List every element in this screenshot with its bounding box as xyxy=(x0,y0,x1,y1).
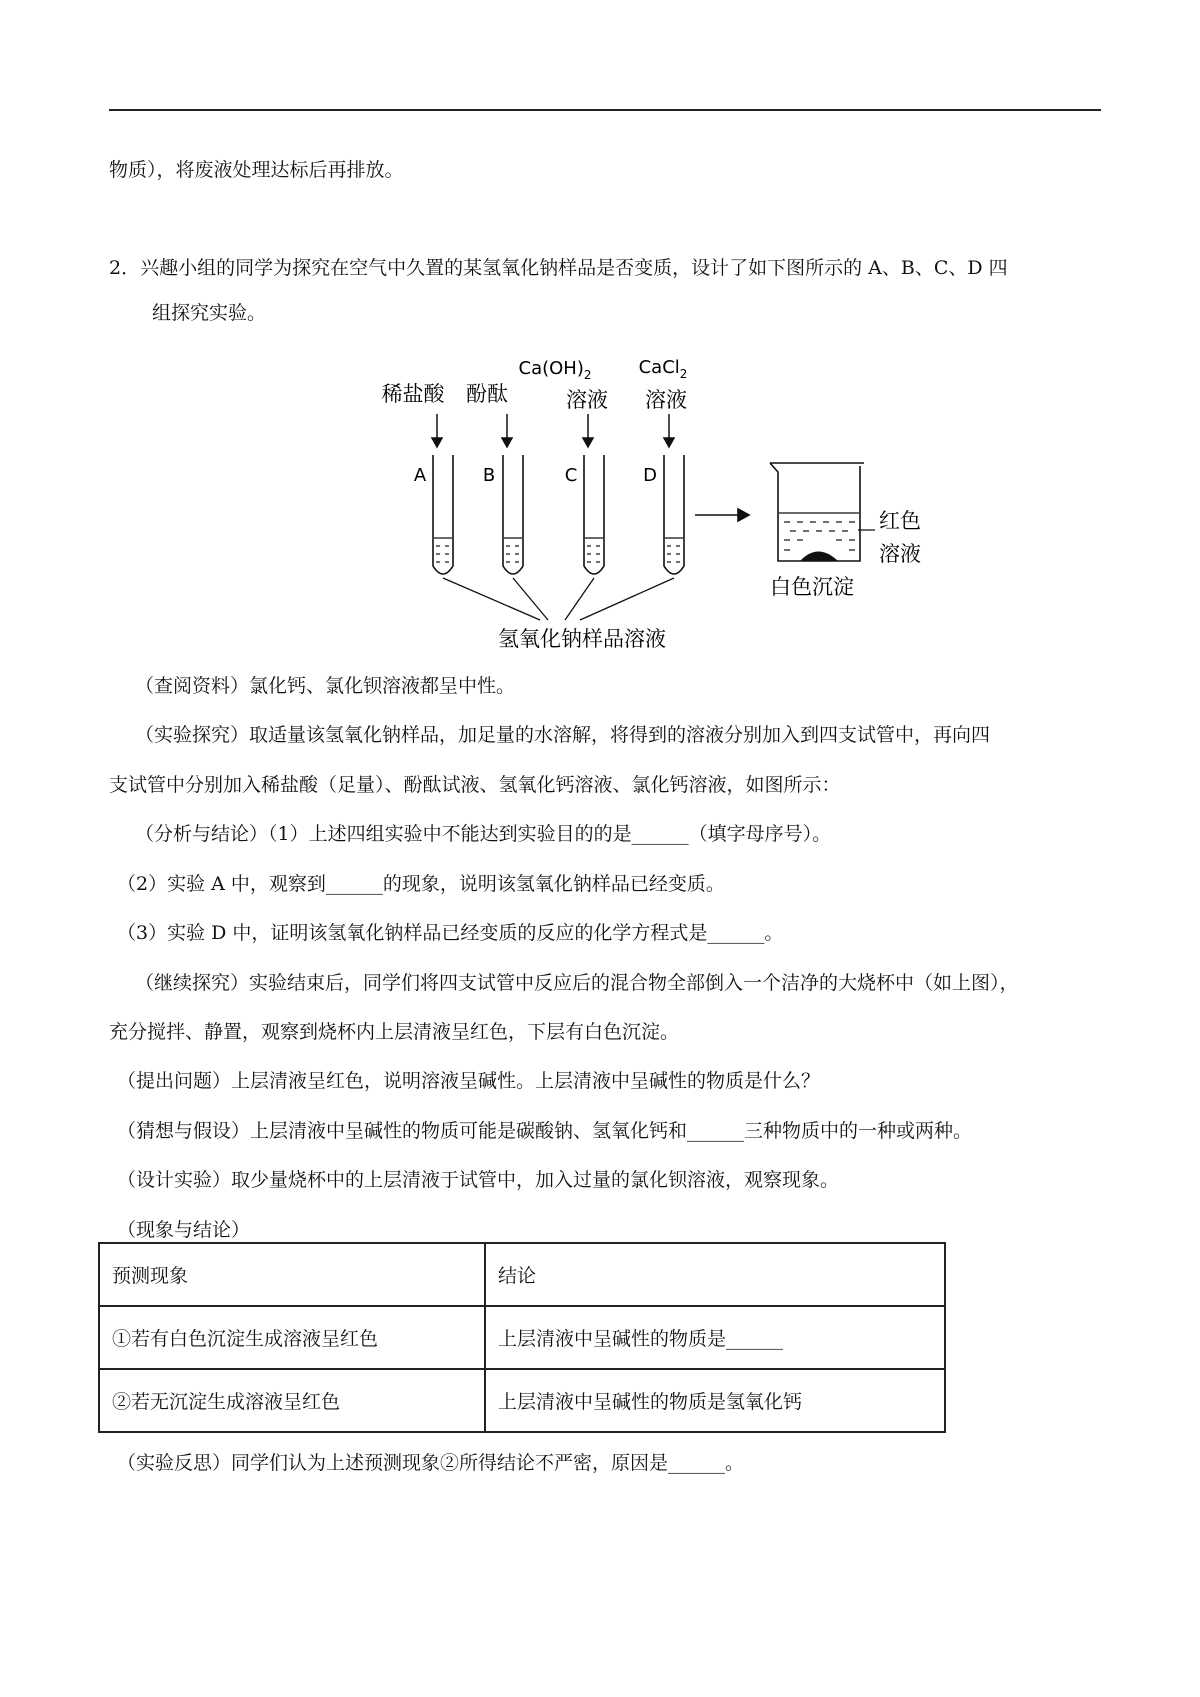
para-experiment-2: 支试管中分别加入稀盐酸（足量）、酚酞试液、氢氧化钙溶液、氯化钙溶液，如图所示： xyxy=(109,774,841,796)
reagent-c-formula: $Ca(OH)_2$ xyxy=(518,358,592,382)
cell-phenomenon: ②若无沉淀生成溶液呈红色 xyxy=(99,1369,485,1432)
reagent-c-solution: 溶液 xyxy=(566,388,608,412)
table-row xyxy=(99,1369,945,1432)
para-reference: （查阅资料）氯化钙、氯化钡溶液都呈中性。 xyxy=(135,675,516,697)
precipitate-label: 白色沉淀 xyxy=(770,575,854,599)
cell-conclusion: 上层清液中呈碱性的物质是氢氧化钙 xyxy=(485,1369,945,1432)
cell-phenomenon: ①若有白色沉淀生成溶液呈红色 xyxy=(99,1306,485,1369)
table-header-row xyxy=(99,1243,945,1306)
header-phenomenon: 预测现象 xyxy=(99,1243,485,1306)
para-continue-1: （继续探究）实验结束后，同学们将四支试管中反应后的混合物全部倒入一个洁净的大烧杯中（如上图）， xyxy=(135,972,1019,994)
reagent-a-label: 稀盐酸 xyxy=(381,382,445,406)
para-question: （提出问题）上层清液呈红色，说明溶液呈碱性。上层清液中呈碱性的物质是什么？ xyxy=(117,1070,821,1092)
header-rule xyxy=(109,109,1101,111)
table-row xyxy=(99,1306,945,1369)
para-q3: （3）实验 D 中，证明该氢氧化钠样品已经变质的反应的化学方程式是______。 xyxy=(117,922,784,944)
para-analysis: （分析与结论）（1）上述四组实验中不能达到实验目的的是______（填字母序号）。 xyxy=(135,823,832,845)
intro-tail: 物质），将废液处理达标后再排放。 xyxy=(109,159,404,181)
tube-a-label: A xyxy=(413,465,427,486)
para-continue-2: 充分搅拌、静置，观察到烧杯内上层清液呈红色，下层有白色沉淀。 xyxy=(109,1021,680,1043)
tube-d-label: D xyxy=(643,465,657,486)
test-tube-b xyxy=(503,455,523,574)
reagent-b-label: 酚酞 xyxy=(466,382,508,406)
para-phenomena-heading: （现象与结论） xyxy=(117,1219,251,1241)
test-tube-a xyxy=(433,455,453,574)
test-tube-c xyxy=(584,455,604,574)
tube-b-label: B xyxy=(482,465,496,486)
precipitate-mound xyxy=(800,552,838,562)
pour-arrow xyxy=(695,509,749,521)
test-tube-d xyxy=(664,455,684,574)
sample-label: 氢氧化钠样品溶液 xyxy=(498,627,666,651)
cell-conclusion: 上层清液中呈碱性的物质是______ xyxy=(485,1306,945,1369)
header-conclusion: 结论 xyxy=(485,1243,945,1306)
question-line-2: 组探究实验。 xyxy=(152,302,267,324)
para-experiment-1: （实验探究）取适量该氢氧化钠样品，加足量的水溶解，将得到的溶液分别加入到四支试管中，再向四 xyxy=(135,724,991,746)
beaker xyxy=(770,463,860,561)
reagent-d-solution: 溶液 xyxy=(645,388,687,412)
results-table xyxy=(98,1242,946,1433)
sample-leader-lines xyxy=(443,578,674,620)
para-reflection: （实验反思）同学们认为上述预测现象②所得结论不严密，原因是______。 xyxy=(117,1452,745,1474)
beaker-liquid xyxy=(779,513,859,550)
red-solution-label-1: 红色 xyxy=(879,509,921,533)
para-hypothesis: （猜想与假设）上层清液中呈碱性的物质可能是碳酸钠、氢氧化钙和______三种物质中的一种或两种。 xyxy=(117,1120,973,1142)
experiment-diagram xyxy=(381,350,960,651)
reagent-d-formula: CaCl$_2$ xyxy=(638,357,688,381)
dropper-arrows xyxy=(432,414,674,447)
para-q2: （2）实验 A 中，观察到______的现象，说明该氢氧化钠样品已经变质。 xyxy=(117,873,725,895)
para-design: （设计实验）取少量烧杯中的上层清液于试管中，加入过量的氯化钡溶液，观察现象。 xyxy=(117,1169,840,1191)
tube-c-label: C xyxy=(564,465,578,486)
question-line-1: 2．兴趣小组的同学为探究在空气中久置的某氢氧化钠样品是否变质，设计了如下图所示的 A、B、C、D 四 xyxy=(109,257,1008,279)
tube-liquid xyxy=(434,538,683,562)
red-solution-label-2: 溶液 xyxy=(879,542,921,566)
